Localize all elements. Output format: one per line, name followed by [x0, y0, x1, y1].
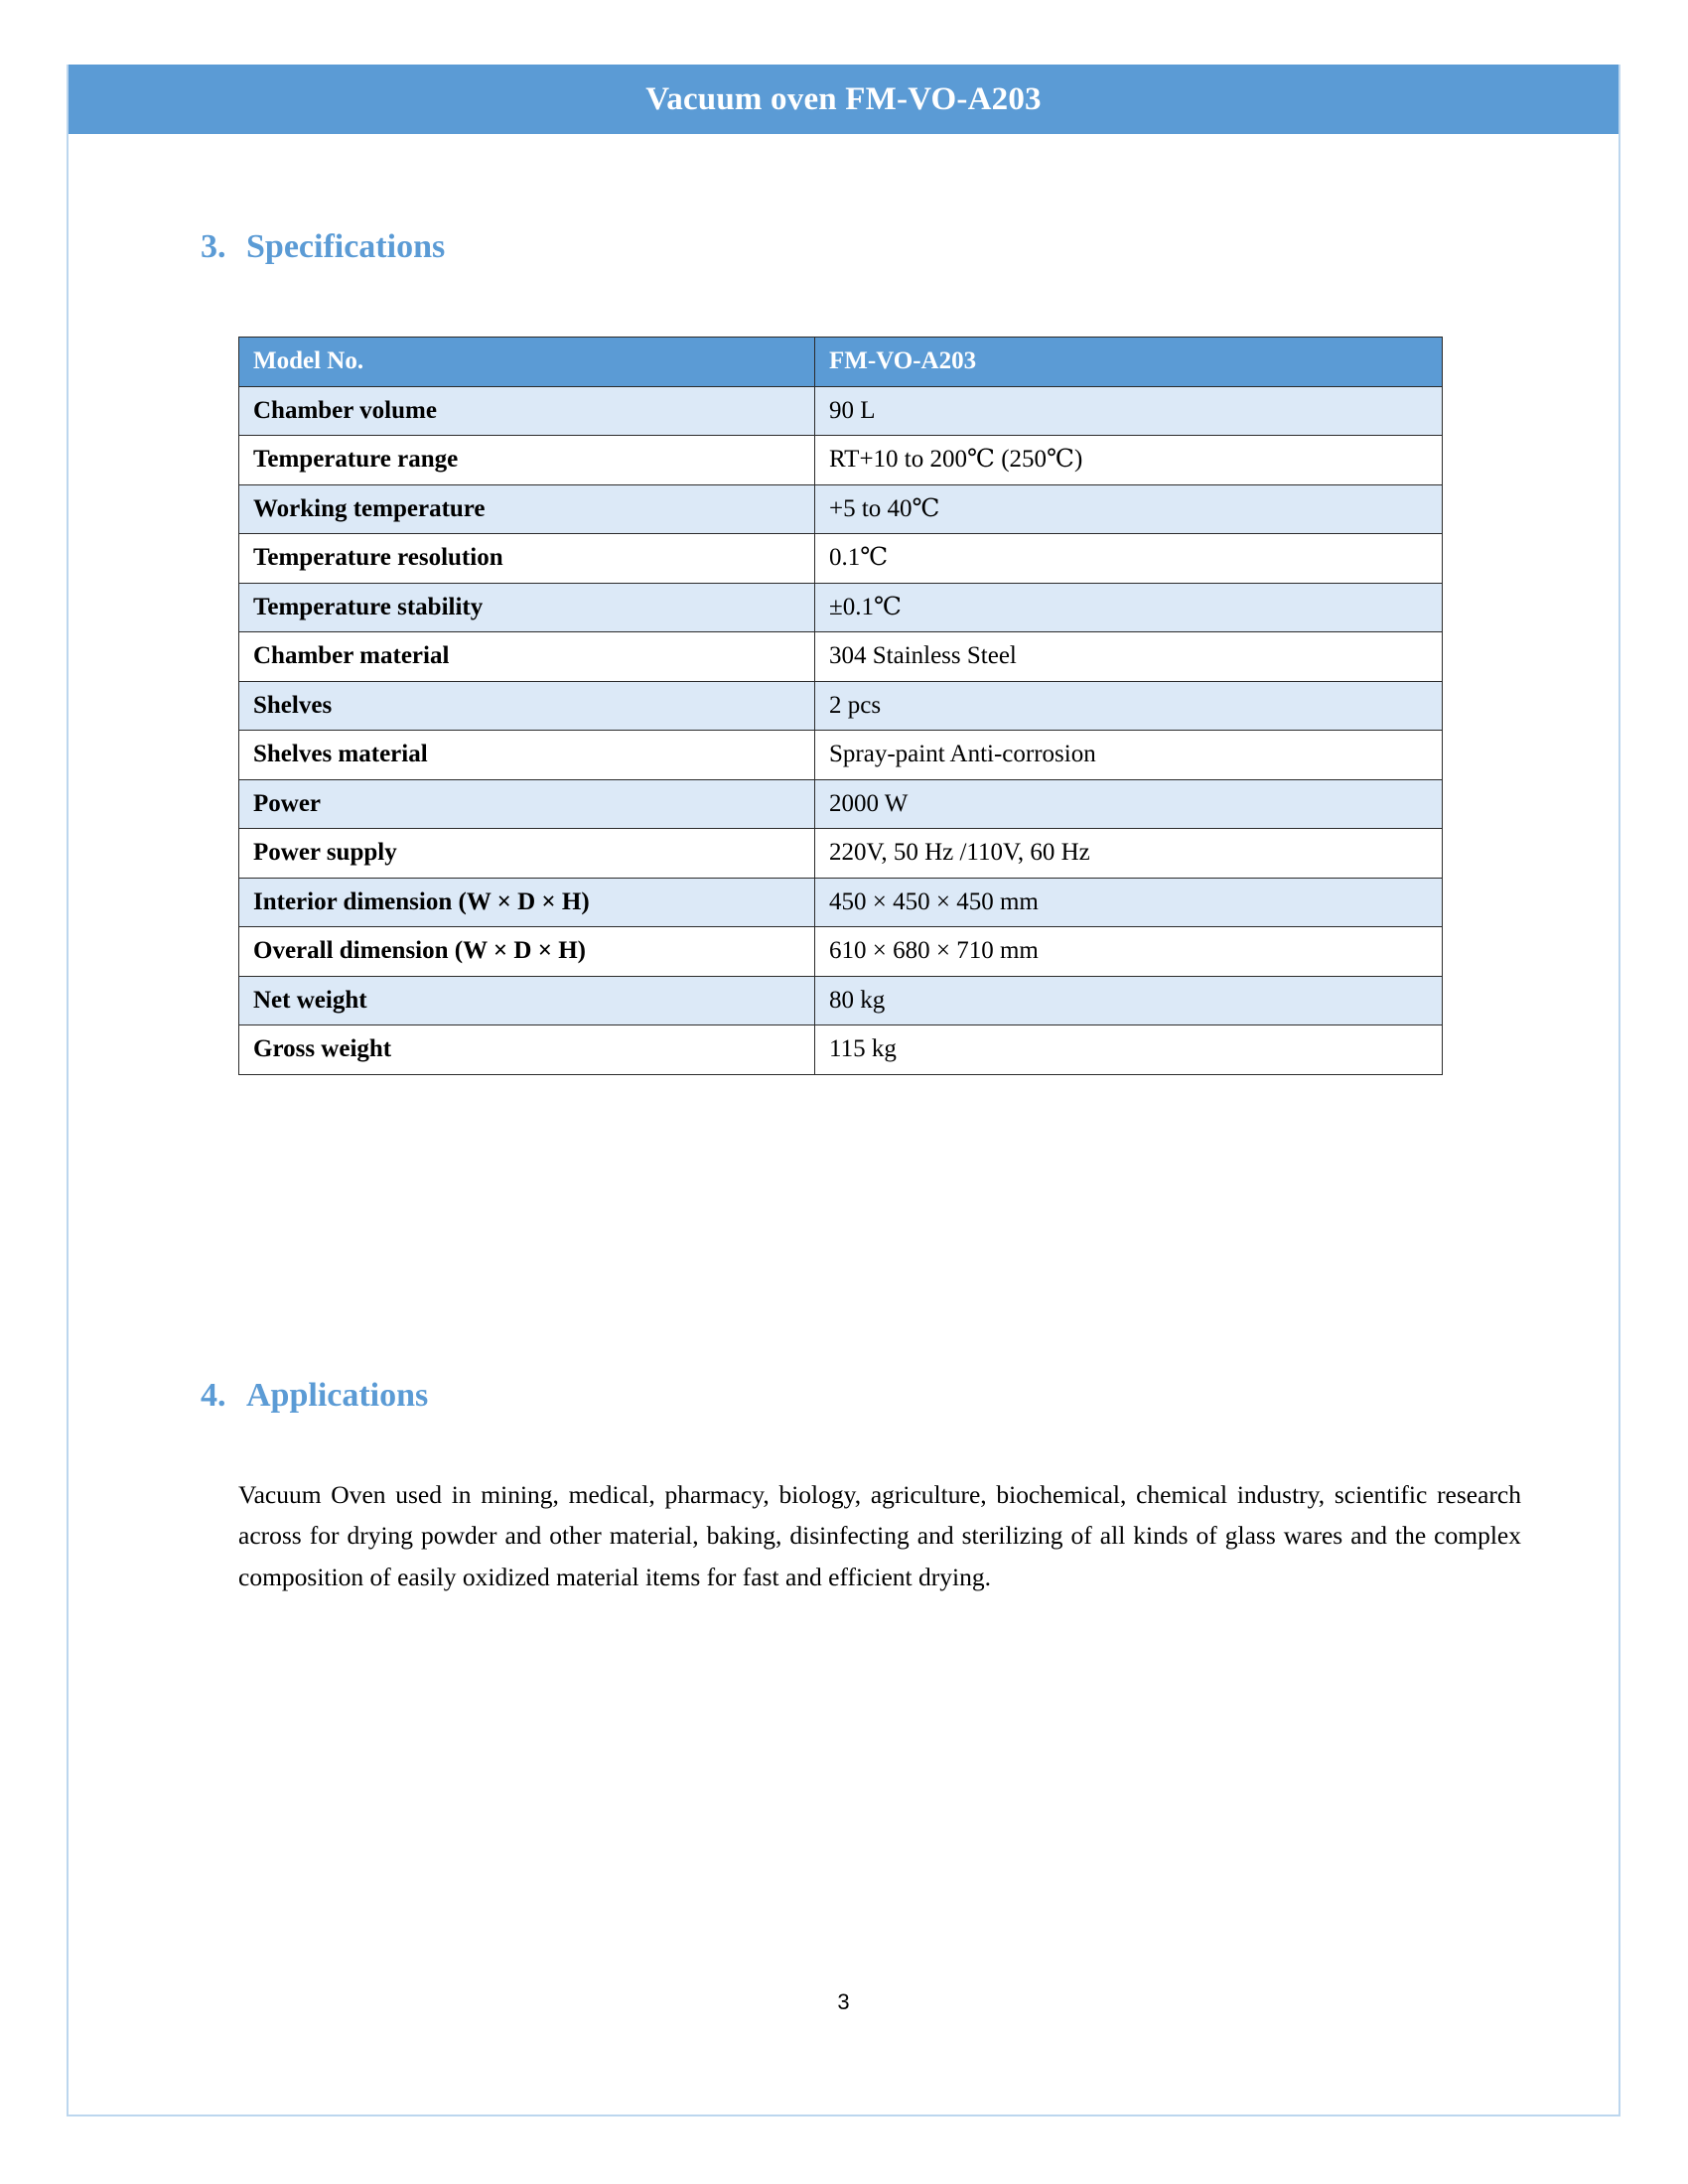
- table-cell-value: RT+10 to 200℃ (250℃): [815, 436, 1443, 485]
- table-cell-value: 115 kg: [815, 1025, 1443, 1075]
- table-row: [239, 386, 1443, 436]
- table-row: [239, 779, 1443, 829]
- table-cell-value: 0.1℃: [815, 534, 1443, 584]
- table-cell-value: +5 to 40℃: [815, 484, 1443, 534]
- table-cell-value: 220V, 50 Hz /110V, 60 Hz: [815, 829, 1443, 879]
- specifications-table: [238, 337, 1443, 1075]
- table-cell-label: Overall dimension (W × D × H): [239, 927, 815, 977]
- table-cell-value: 2 pcs: [815, 681, 1443, 731]
- table-row: [239, 484, 1443, 534]
- table-row: [239, 927, 1443, 977]
- table-header-label-cell: Model No.: [239, 338, 815, 387]
- table-cell-label: Temperature stability: [239, 583, 815, 632]
- table-cell-label: Net weight: [239, 976, 815, 1025]
- table-cell-label: Shelves: [239, 681, 815, 731]
- table-cell-value: 80 kg: [815, 976, 1443, 1025]
- table-row: [239, 731, 1443, 780]
- table-cell-label: Temperature range: [239, 436, 815, 485]
- section-heading-applications: [201, 1377, 428, 1415]
- table-cell-label: Gross weight: [239, 1025, 815, 1075]
- table-cell-value: 2000 W: [815, 779, 1443, 829]
- table-row: [239, 878, 1443, 927]
- page-number: 3: [837, 1989, 850, 2014]
- table-cell-value: 304 Stainless Steel: [815, 632, 1443, 682]
- table-row: [239, 583, 1443, 632]
- table-cell-value: 90 L: [815, 386, 1443, 436]
- table-row: [239, 829, 1443, 879]
- table-row: [239, 632, 1443, 682]
- table-cell-label: Power: [239, 779, 815, 829]
- table-cell-label: Shelves material: [239, 731, 815, 780]
- section-title-specifications: Specifications: [246, 228, 446, 265]
- section-title-applications: Applications: [246, 1377, 429, 1414]
- table-cell-value: Spray-paint Anti-corrosion: [815, 731, 1443, 780]
- table-cell-value: 450 × 450 × 450 mm: [815, 878, 1443, 927]
- table-header-row: [239, 338, 1443, 387]
- table-row: [239, 1025, 1443, 1075]
- specifications-table-body: [239, 338, 1443, 1075]
- table-header-value-cell: FM-VO-A203: [815, 338, 1443, 387]
- table-cell-label: Chamber volume: [239, 386, 815, 436]
- table-cell-label: Interior dimension (W × D × H): [239, 878, 815, 927]
- table-cell-label: Power supply: [239, 829, 815, 879]
- document-header-banner: [67, 65, 1620, 134]
- table-cell-label: Chamber material: [239, 632, 815, 682]
- table-cell-value: ±0.1℃: [815, 583, 1443, 632]
- table-row: [239, 681, 1443, 731]
- section-number-specifications: 3.: [201, 228, 226, 265]
- table-row: [239, 976, 1443, 1025]
- table-cell-label: Temperature resolution: [239, 534, 815, 584]
- table-cell-value: 610 × 680 × 710 mm: [815, 927, 1443, 977]
- section-number-applications: 4.: [201, 1377, 226, 1414]
- table-cell-label: Working temperature: [239, 484, 815, 534]
- section-heading-specifications: [201, 228, 445, 266]
- table-row: [239, 436, 1443, 485]
- document-title: Vacuum oven FM-VO-A203: [645, 80, 1042, 117]
- applications-paragraph: Vacuum Oven used in mining, medical, pharmacy, biology, agriculture, biochemical, chemical industry, scientific research across for drying powder and other material, baking, disinfecting and sterilizing of all kinds of glass wares and the complex composition of easily oxidized material items for fast and efficient drying.: [238, 1479, 1521, 1591]
- table-row: [239, 534, 1443, 584]
